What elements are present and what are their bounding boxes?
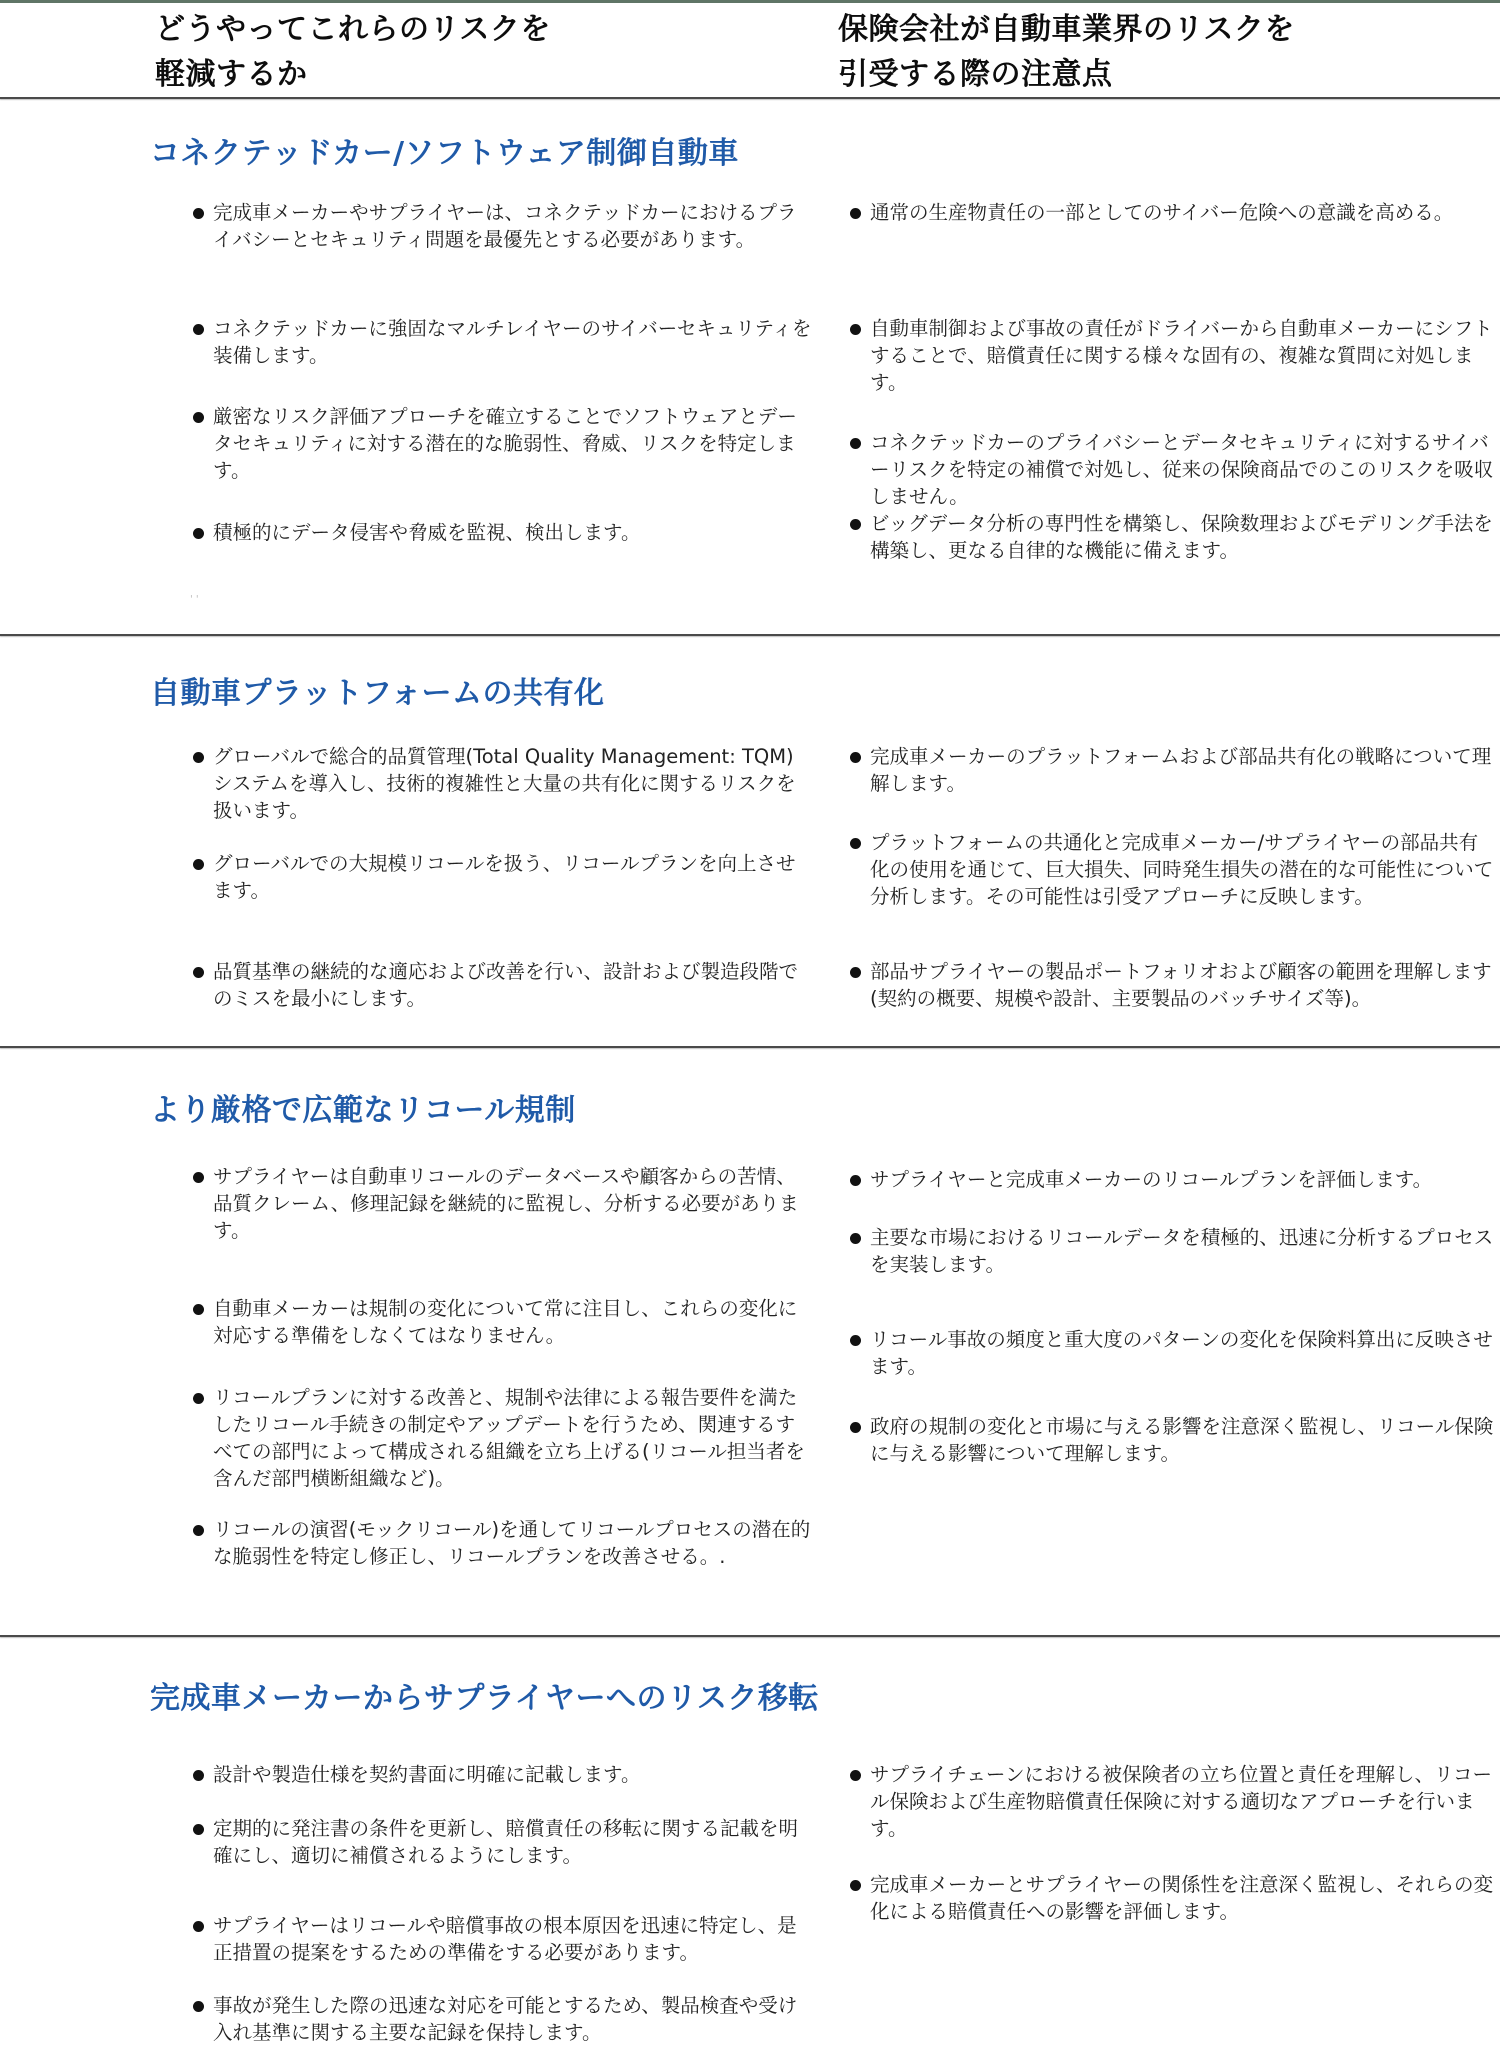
list-item: 部品サプライヤーの製品ポートフォリオおよび顧客の範囲を理解します(契約の概要、規模や設計、主要製品のバッチサイズ等)。 [850, 958, 1495, 1012]
list-item: サプライヤーは自動車リコールのデータベースや顧客からの苦情、品質クレーム、修理記録を継続的に監視し、分析する必要があります。 [193, 1163, 813, 1244]
list-item: プラットフォームの共通化と完成車メーカー/サプライヤーの部品共有化の使用を通じて、巨大損失、同時発生損失の潜在的な可能性について分析します。その可能性は引受アプローチに反映します。 [850, 829, 1495, 910]
list-item: 完成車メーカーやサプライヤーは、コネクテッドカーにおけるプライバシーとセキュリティ問題を最優先とする必要があります。 [193, 199, 813, 253]
bullet-icon [193, 1525, 204, 1536]
section-divider [0, 1046, 1500, 1048]
column-header [0, 3, 1500, 97]
section-divider [0, 634, 1500, 636]
list-item: 設計や製造仕様を契約書面に明確に記載します。 [193, 1761, 813, 1788]
bullet-icon [193, 2001, 204, 2012]
bullet-icon [850, 1422, 861, 1433]
section-title-recall-regulation: より厳格で広範なリコール規制 [150, 1093, 576, 1128]
list-item: ビッグデータ分析の専門性を構築し、保険数理およびモデリング手法を構築し、更なる自律的な機能に備えます。 [850, 510, 1495, 564]
list-item: サプライチェーンにおける被保険者の立ち位置と責任を理解し、リコール保険および生産物賠償責任保険に対する適切なアプローチを行います。 [850, 1761, 1495, 1842]
header-underwriting-line2: 引受する際の注意点 [838, 57, 1113, 92]
list-item: 品質基準の継続的な適応および改善を行い、設計および製造段階でのミスを最小にします。 [193, 958, 813, 1012]
list-item: 政府の規制の変化と市場に与える影響を注意深く監視し、リコール保険に与える影響について理解します。 [850, 1413, 1495, 1467]
list-item: 自動車メーカーは規制の変化について常に注目し、これらの変化に対応する準備をしなくてはなりません。 [193, 1295, 813, 1349]
list-item: 完成車メーカーとサプライヤーの関係性を注意深く監視し、それらの変化による賠償責任への影響を評価します。 [850, 1871, 1495, 1925]
header-underwriting [838, 7, 1458, 97]
bullet-icon [193, 1172, 204, 1183]
section-title-platform-sharing: 自動車プラットフォームの共有化 [150, 676, 605, 711]
header-divider [0, 97, 1500, 99]
bullet-icon [193, 1393, 204, 1404]
header-mitigation-line2: 軽減するか [155, 57, 308, 92]
list-item: サプライヤーはリコールや賠償事故の根本原因を迅速に特定し、是正措置の提案をするための準備をする必要があります。 [193, 1912, 813, 1966]
bullet-icon [850, 1233, 861, 1244]
bullet-icon [850, 838, 861, 849]
bullet-icon [193, 1824, 204, 1835]
list-item: コネクテッドカーのプライバシーとデータセキュリティに対するサイバーリスクを特定の補償で対処し、従来の保険商品でのこのリスクを吸収しません。 [850, 429, 1495, 510]
list-item: 厳密なリスク評価アプローチを確立することでソフトウェアとデータセキュリティに対する潜在的な脆弱性、脅威、リスクを特定します。 [193, 403, 813, 484]
list-item: リコールの演習(モックリコール)を通してリコールプロセスの潜在的な脆弱性を特定し修正し、リコールプランを改善させる。. [193, 1516, 813, 1570]
section-title-risk-transfer: 完成車メーカーからサプライヤーへのリスク移転 [150, 1681, 819, 1716]
bullet-icon [193, 208, 204, 219]
bullet-icon [193, 528, 204, 539]
section-divider [0, 1635, 1500, 1637]
scan-artifact: ' ' [190, 594, 199, 605]
header-underwriting-line1: 保険会社が自動車業界のリスクを [838, 12, 1295, 47]
list-item: 主要な市場におけるリコールデータを積極的、迅速に分析するプロセスを実装します。 [850, 1224, 1495, 1278]
bullet-icon [193, 324, 204, 335]
bullet-icon [850, 752, 861, 763]
header-mitigation [155, 7, 715, 97]
list-item: 完成車メーカーのプラットフォームおよび部品共有化の戦略について理解します。 [850, 743, 1495, 797]
list-item: 事故が発生した際の迅速な対応を可能とするため、製品検査や受け入れ基準に関する主要な記録を保持します。 [193, 1992, 813, 2046]
list-item: 定期的に発注書の条件を更新し、賠償責任の移転に関する記載を明確にし、適切に補償されるようにします。 [193, 1815, 813, 1869]
list-item: リコール事故の頻度と重大度のパターンの変化を保険料算出に反映させます。 [850, 1326, 1495, 1380]
bullet-icon [193, 412, 204, 423]
list-item: リコールプランに対する改善と、規制や法律による報告要件を満たしたリコール手続きの制定やアップデートを行うため、関連するすべての部門によって構成される組織を立ち上げる(リコール担当者を含んだ部門横断組織など)。 [193, 1384, 813, 1492]
list-item: 通常の生産物責任の一部としてのサイバー危険への意識を高める。 [850, 199, 1495, 226]
bullet-icon [850, 208, 861, 219]
bullet-icon [850, 1770, 861, 1781]
list-item: グローバルで総合的品質管理(Total Quality Management: TQM)システムを導入し、技術的複雑性と大量の共有化に関するリスクを扱います。 [193, 743, 813, 824]
bullet-icon [850, 324, 861, 335]
bullet-icon [193, 1770, 204, 1781]
bullet-icon [850, 967, 861, 978]
bullet-icon [193, 1304, 204, 1315]
bullet-icon [850, 1175, 861, 1186]
bullet-icon [193, 859, 204, 870]
bullet-icon [850, 1335, 861, 1346]
bullet-icon [193, 1921, 204, 1932]
list-item: コネクテッドカーに強固なマルチレイヤーのサイバーセキュリティを装備します。 [193, 315, 813, 369]
bullet-icon [193, 752, 204, 763]
header-mitigation-line1: どうやってこれらのリスクを [155, 12, 551, 47]
section-title-connected-car: コネクテッドカー/ソフトウェア制御自動車 [150, 136, 739, 171]
list-item: グローバルでの大規模リコールを扱う、リコールプランを向上させます。 [193, 850, 813, 904]
bullet-icon [850, 1880, 861, 1891]
bullet-icon [850, 438, 861, 449]
list-item: サプライヤーと完成車メーカーのリコールプランを評価します。 [850, 1166, 1495, 1193]
list-item: 自動車制御および事故の責任がドライバーから自動車メーカーにシフトすることで、賠償責任に関する様々な固有の、複雑な質問に対処します。 [850, 315, 1495, 396]
bullet-icon [193, 967, 204, 978]
list-item: 積極的にデータ侵害や脅威を監視、検出します。 [193, 519, 813, 546]
bullet-icon [850, 519, 861, 530]
